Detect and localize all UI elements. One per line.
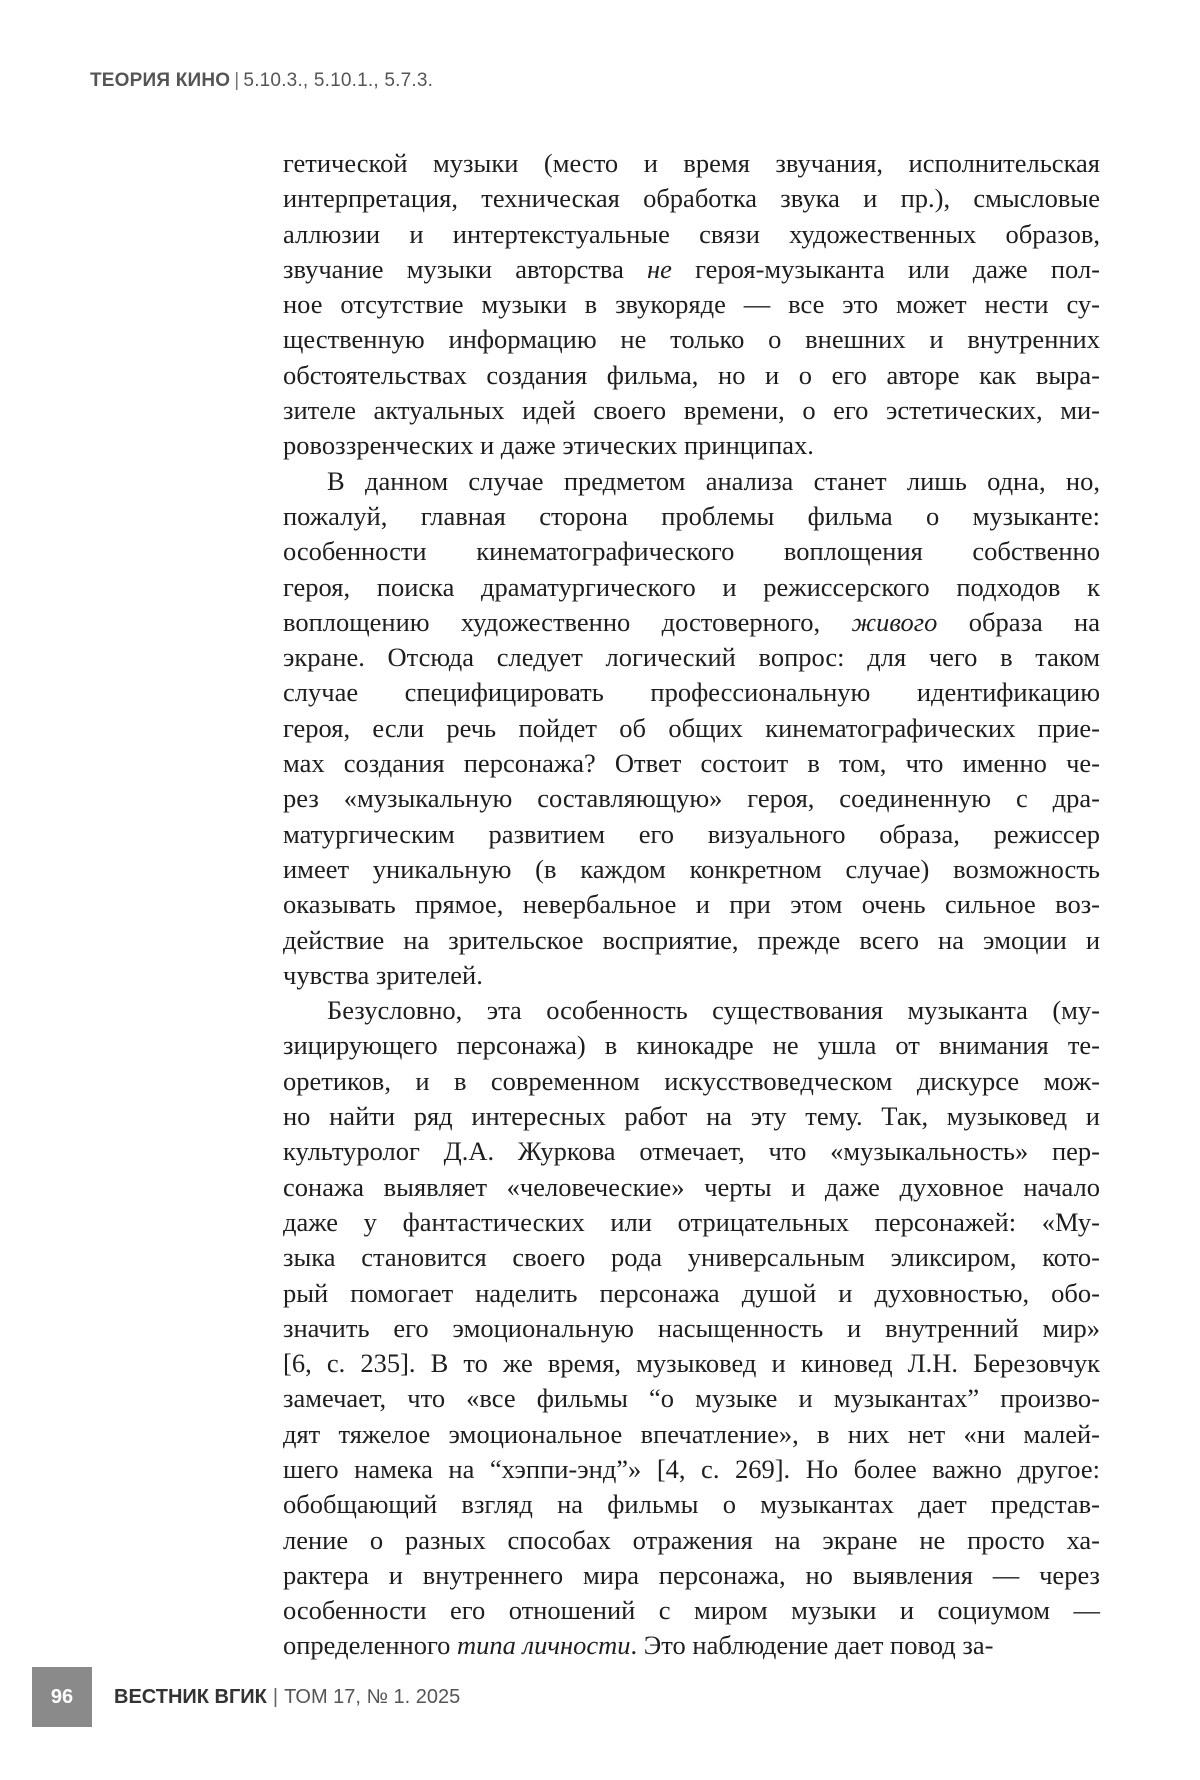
text-line: интерпретация, техническая обработка звука и пр.), смысловые [283,181,1100,216]
text-line: имеет уникальную (в каждом конкретном случае) возможность [283,852,1100,887]
text-segment: героя-музыканта или даже пол- [672,254,1100,284]
text-line: замечает, что «все фильмы “о музыке и музыкантах” произво- [283,1381,1100,1416]
text-line: рез «музыкальную составляющую» героя, соединенную с дра- [283,781,1100,816]
paragraph [283,993,1100,1664]
paragraph [283,146,1100,464]
text-line: ление о разных способах отражения на экране не просто ха- [283,1523,1100,1558]
journal-name: ВЕСТНИК ВГИК [114,1686,267,1709]
text-line: оказывать прямое, невербальное и при этом очень сильное воз- [283,887,1100,922]
text-line: даже у фантастических или отрицательных персонажей: «Му- [283,1205,1100,1240]
text-line: зителе актуальных идей своего времени, о его эстетических, ми- [283,393,1100,428]
text-line: шего намека на “хэппи-энд”» [4, с. 269]. Но более важно другое: [283,1452,1100,1487]
text-line: [6, с. 235]. В то же время, музыковед и киновед Л.Н. Березовчук [283,1346,1100,1381]
text-line: сонажа выявляет «человеческие» черты и даже духовное начало [283,1170,1100,1205]
text-line: оретиков, и в современном искусствоведческом дискурсе мож- [283,1064,1100,1099]
text-line: щественную информацию не только о внешних и внутренних [283,322,1100,357]
running-head [90,70,433,92]
text-line: дят тяжелое эмоциональное впечатление», в них нет «ни малей- [283,1417,1100,1452]
text-line: зыка становится своего рода универсальным эликсиром, кото- [283,1240,1100,1275]
emphasis: типа личности [457,1630,631,1660]
classification-codes: 5.10.3., 5.10.1., 5.7.3. [243,70,433,91]
text-line [283,605,1100,640]
text-line: обобщающий взгляд на фильмы о музыкантах дает представ- [283,1487,1100,1522]
text-segment: . Это наблюдение дает повод за- [631,1630,994,1660]
text-line: зицирующего персонажа) в кинокадре не ушла от внимания те- [283,1028,1100,1063]
text-line: особенности его отношений с миром музыки и социумом — [283,1593,1100,1628]
text-line: мах создания персонажа? Ответ состоит в том, что именно че- [283,746,1100,781]
section-title: ТЕОРИЯ КИНО [90,70,230,91]
page-number: 96 [32,1667,92,1727]
text-line: ное отсутствие музыки в звукоряде — все это может нести су- [283,287,1100,322]
text-line: рактера и внутреннего мира персонажа, но выявления — через [283,1558,1100,1593]
text-line: значить его эмоциональную насыщенность и внутренний мир» [283,1311,1100,1346]
text-line: аллюзии и интертекстуальные связи художественных образов, [283,217,1100,252]
journal-issue: ТОМ 17, № 1. 2025 [284,1686,460,1709]
text-line: случае специфицировать профессиональную идентификацию [283,675,1100,710]
text-line: рый помогает наделить персонажа душой и духовностью, обо- [283,1276,1100,1311]
text-line: но найти ряд интересных работ на эту тему. Так, музыковед и [283,1099,1100,1134]
text-line: ровоззренческих и даже этических принципах. [283,428,1100,463]
text-line: героя, поиска драматургического и режиссерского подходов к [283,570,1100,605]
footer-separator: | [273,1686,278,1709]
text-line: чувства зрителей. [283,958,1100,993]
text-line: культуролог Д.А. Журкова отмечает, что «музыкальность» пер- [283,1134,1100,1169]
emphasis: живого [851,607,937,637]
article-body [283,146,1100,1664]
text-line [283,1628,1100,1663]
text-line: гетической музыки (место и время звучания, исполнительская [283,146,1100,181]
text-line: экране. Отсюда следует логический вопрос: для чего в таком [283,640,1100,675]
emphasis: не [647,254,672,284]
page-footer [32,1667,460,1727]
header-separator: | [234,70,239,91]
text-segment: воплощению художественно достоверного, [283,607,851,637]
text-segment: образа на [937,607,1100,637]
text-line: особенности кинематографического воплощения собственно [283,534,1100,569]
text-line: пожалуй, главная сторона проблемы фильма о музыканте: [283,499,1100,534]
text-segment: звучание музыки авторства [283,254,647,284]
text-line: Безусловно, эта особенность существования музыканта (му- [283,993,1100,1028]
text-segment: определенного [283,1630,457,1660]
text-line: обстоятельствах создания фильма, но и о его авторе как выра- [283,358,1100,393]
text-line: героя, если речь пойдет об общих кинематографических прие- [283,711,1100,746]
text-line [283,252,1100,287]
text-line: В данном случае предметом анализа станет лишь одна, но, [283,464,1100,499]
paragraph [283,464,1100,993]
text-line: действие на зрительское восприятие, прежде всего на эмоции и [283,923,1100,958]
text-line: матургическим развитием его визуального образа, режиссер [283,817,1100,852]
